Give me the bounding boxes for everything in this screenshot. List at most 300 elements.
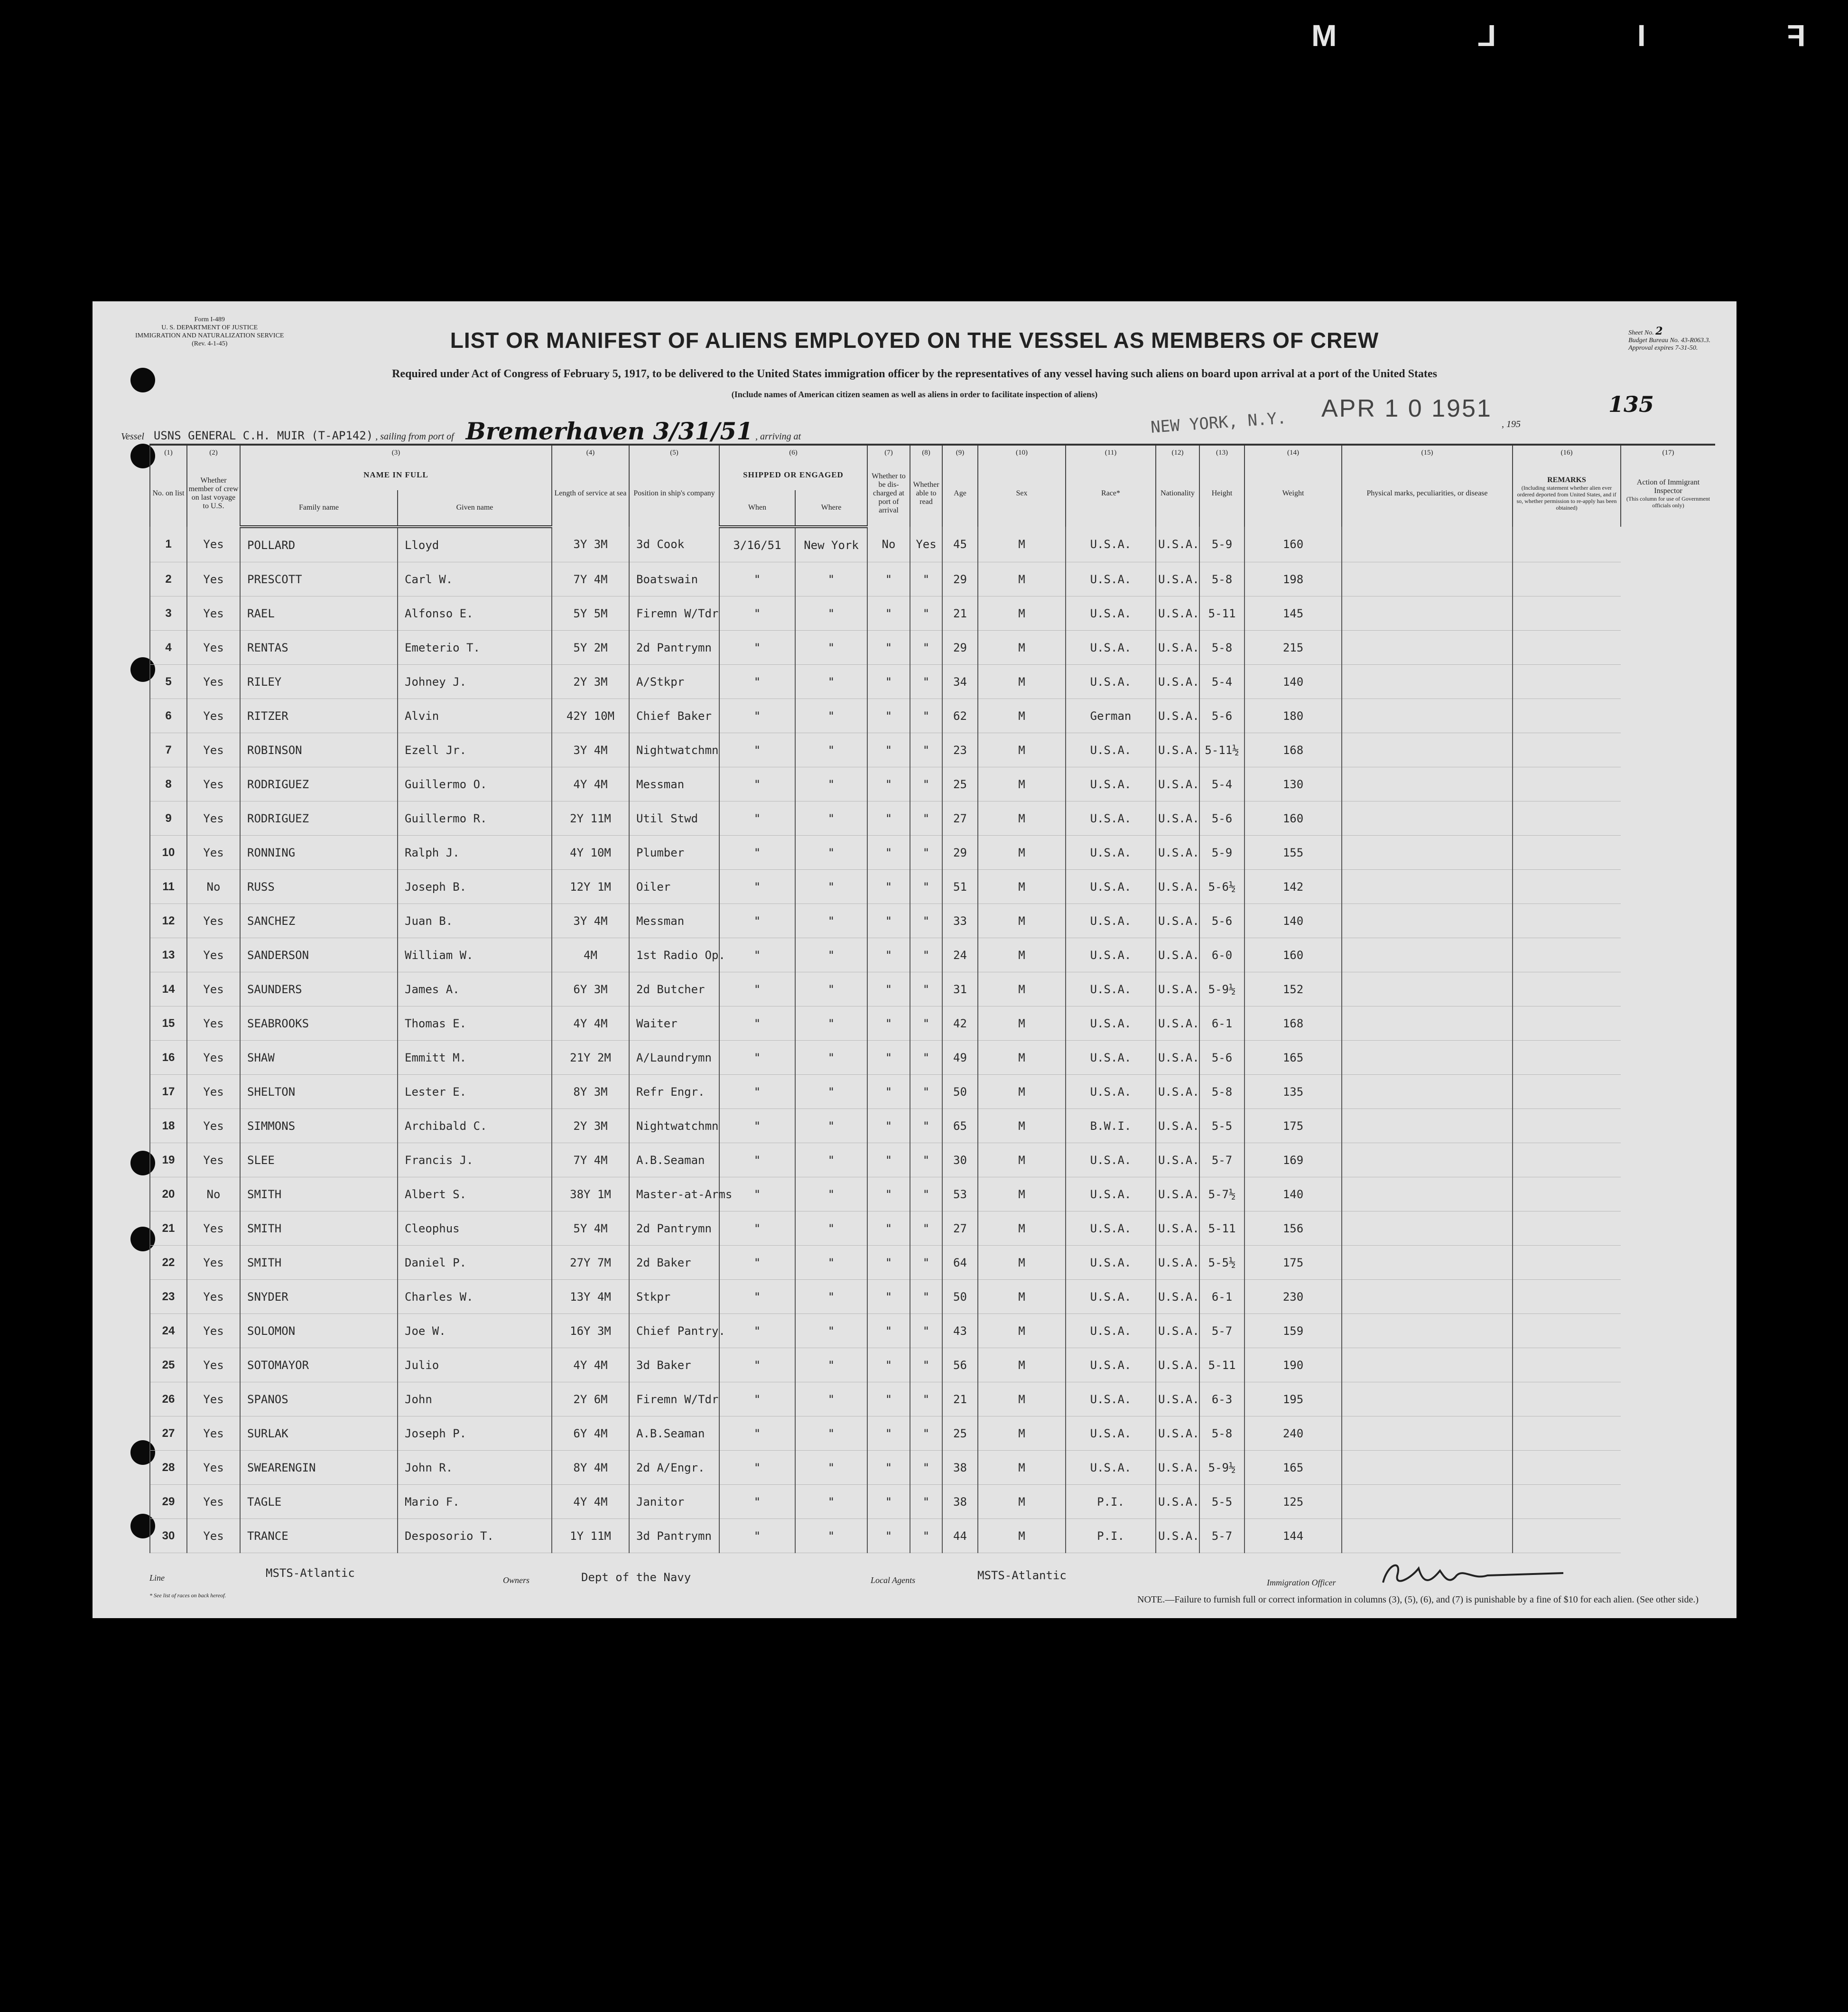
cell-disch: " [867, 1143, 910, 1177]
cell-given: Mario F. [398, 1485, 552, 1519]
cell-phys [1342, 1348, 1513, 1382]
cell-service: 4M [552, 938, 629, 972]
cell-sex: M [978, 1280, 1066, 1314]
cell-sex: M [978, 1485, 1066, 1519]
col-num-7: (7) [867, 445, 910, 460]
cell-family: SEABROOKS [240, 1006, 398, 1041]
cell-age: 33 [942, 904, 978, 938]
cell-height: 5-9½ [1199, 972, 1244, 1006]
table-row [150, 1519, 1715, 1553]
cell-family: RUSS [240, 870, 398, 904]
table-row [150, 1348, 1715, 1382]
cell-disch: " [867, 1006, 910, 1041]
cell-phys [1342, 1246, 1513, 1280]
cell-family: TRANCE [240, 1519, 398, 1553]
cell-weight: 145 [1244, 596, 1342, 631]
cell-nat: U.S.A. [1156, 1519, 1199, 1553]
cell-weight: 165 [1244, 1041, 1342, 1075]
cell-remarks [1513, 631, 1621, 665]
cell-when: " [719, 1246, 795, 1280]
cell-where: " [795, 1348, 867, 1382]
cell-read: " [910, 1041, 942, 1075]
cell-where: " [795, 1382, 867, 1416]
cell-race: U.S.A. [1066, 767, 1156, 801]
cell-position: Janitor [629, 1485, 719, 1519]
cell-disch: " [867, 938, 910, 972]
cell-weight: 165 [1244, 1451, 1342, 1485]
cell-phys [1342, 836, 1513, 870]
cell-nat: U.S.A. [1156, 699, 1199, 733]
cell-weight: 230 [1244, 1280, 1342, 1314]
cell-height: 6-1 [1199, 1280, 1244, 1314]
cell-where: " [795, 1006, 867, 1041]
cell-read: " [910, 596, 942, 631]
cell-nat: U.S.A. [1156, 1314, 1199, 1348]
cell-nat: U.S.A. [1156, 801, 1199, 836]
col-header-name: NAME IN FULL [240, 460, 552, 490]
cell-last: Yes [187, 1246, 240, 1280]
cell-given: Johney J. [398, 665, 552, 699]
owners-value: Dept of the Navy [581, 1571, 691, 1584]
cell-disch: " [867, 1109, 910, 1143]
table-row [150, 1416, 1715, 1451]
col-header-discharged: Whether to be dis-charged at port of arrival [867, 460, 910, 527]
cell-position: A.B.Seaman [629, 1416, 719, 1451]
vessel-name: USNS GENERAL C.H. MUIR (T-AP142) [153, 429, 373, 442]
subtitle: Required under Act of Congress of February 5, 1917, to be delivered to the United States immigration officer by the representatives of any vessel having such aliens on board upon arrival at a port of the United States [392, 368, 1437, 380]
date-stamp: APR 1 0 1951 [1321, 395, 1492, 422]
cell-weight: 125 [1244, 1485, 1342, 1519]
cell-phys [1342, 1006, 1513, 1041]
cell-race: U.S.A. [1066, 836, 1156, 870]
approval-expiry: Approval expires 7-31-50. [1628, 345, 1698, 352]
col-header-when: When [719, 490, 795, 527]
cell-nat: U.S.A. [1156, 836, 1199, 870]
cell-given: William W. [398, 938, 552, 972]
cell-age: 53 [942, 1177, 978, 1211]
cell-height: 5-5 [1199, 1109, 1244, 1143]
cell-family: RILEY [240, 665, 398, 699]
cell-when: " [719, 1280, 795, 1314]
cell-last: Yes [187, 1143, 240, 1177]
cell-race: U.S.A. [1066, 1211, 1156, 1246]
cell-when: " [719, 870, 795, 904]
cell-read: " [910, 1211, 942, 1246]
cell-service: 42Y 10M [552, 699, 629, 733]
cell-nat: U.S.A. [1156, 1041, 1199, 1075]
cell-read: " [910, 1451, 942, 1485]
col-num-2: (2) [187, 445, 240, 460]
cell-when: " [719, 699, 795, 733]
cell-remarks [1513, 1314, 1621, 1348]
cell-read: " [910, 767, 942, 801]
cell-when: " [719, 1519, 795, 1553]
cell-height: 5-4 [1199, 665, 1244, 699]
officer-label: Immigration Officer [1267, 1578, 1336, 1587]
cell-remarks [1513, 1382, 1621, 1416]
cell-where: " [795, 904, 867, 938]
cell-nat: U.S.A. [1156, 767, 1199, 801]
cell-weight: 159 [1244, 1314, 1342, 1348]
cell-sex: M [978, 904, 1066, 938]
cell-where: " [795, 1143, 867, 1177]
col-num-9: (9) [942, 445, 978, 460]
cell-disch: " [867, 562, 910, 596]
cell-race: P.I. [1066, 1485, 1156, 1519]
col-header-service: Length of service at sea [552, 460, 629, 527]
cell-no: 5 [150, 665, 187, 699]
cell-sex: M [978, 699, 1066, 733]
cell-no: 27 [150, 1416, 187, 1451]
cell-where: " [795, 767, 867, 801]
cell-age: 42 [942, 1006, 978, 1041]
cell-age: 27 [942, 1211, 978, 1246]
cell-sex: M [978, 836, 1066, 870]
cell-last: Yes [187, 904, 240, 938]
cell-last: Yes [187, 1109, 240, 1143]
cell-nat: U.S.A. [1156, 1280, 1199, 1314]
cell-remarks [1513, 904, 1621, 938]
cell-service: 3Y 4M [552, 904, 629, 938]
cell-weight: 215 [1244, 631, 1342, 665]
table-row [150, 767, 1715, 801]
cell-where: " [795, 1211, 867, 1246]
cell-position: Master-at-Arms [629, 1177, 719, 1211]
col-num-11: (11) [1066, 445, 1156, 460]
cell-when: " [719, 938, 795, 972]
table-row [150, 801, 1715, 836]
cell-sex: M [978, 1246, 1066, 1280]
cell-given: Juan B. [398, 904, 552, 938]
cell-sex: M [978, 1041, 1066, 1075]
cell-age: 21 [942, 1382, 978, 1416]
cell-phys [1342, 1211, 1513, 1246]
cell-given: Desposorio T. [398, 1519, 552, 1553]
cell-where: " [795, 1314, 867, 1348]
cell-last: Yes [187, 801, 240, 836]
cell-position: 2d Baker [629, 1246, 719, 1280]
cell-family: TAGLE [240, 1485, 398, 1519]
sheet-number: 2 [1655, 325, 1663, 337]
col-header-read: Whether able to read [910, 460, 942, 527]
table-row [150, 1177, 1715, 1211]
cell-race: U.S.A. [1066, 596, 1156, 631]
cell-last: Yes [187, 1348, 240, 1382]
cell-phys [1342, 1451, 1513, 1485]
cell-given: Emeterio T. [398, 631, 552, 665]
cell-disch: " [867, 1177, 910, 1211]
film-marker: F I L M [1244, 19, 1805, 53]
cell-where: " [795, 836, 867, 870]
cell-last: Yes [187, 972, 240, 1006]
cell-when: " [719, 1075, 795, 1109]
cell-sex: M [978, 801, 1066, 836]
cell-given: Julio [398, 1348, 552, 1382]
cell-family: SOTOMAYOR [240, 1348, 398, 1382]
cell-height: 5-9½ [1199, 1451, 1244, 1485]
cell-when: " [719, 767, 795, 801]
cell-last: Yes [187, 1519, 240, 1553]
cell-sex: M [978, 972, 1066, 1006]
cell-where: " [795, 1246, 867, 1280]
cell-phys [1342, 938, 1513, 972]
cell-weight: 168 [1244, 733, 1342, 767]
cell-family: SWEARENGIN [240, 1451, 398, 1485]
cell-nat: U.S.A. [1156, 631, 1199, 665]
cell-height: 5-6 [1199, 1041, 1244, 1075]
cell-last: Yes [187, 1451, 240, 1485]
officer-signature [1374, 1549, 1573, 1594]
cell-disch: No [867, 527, 910, 562]
cell-race: U.S.A. [1066, 1382, 1156, 1416]
cell-when: " [719, 1451, 795, 1485]
cell-last: Yes [187, 1075, 240, 1109]
cell-service: 6Y 3M [552, 972, 629, 1006]
col-header-nationality: Nationality [1156, 460, 1199, 527]
cell-where: " [795, 1109, 867, 1143]
cell-read: " [910, 1246, 942, 1280]
cell-no: 30 [150, 1519, 187, 1553]
cell-weight: 140 [1244, 904, 1342, 938]
cell-sex: M [978, 631, 1066, 665]
department: U. S. DEPARTMENT OF JUSTICE [161, 324, 258, 331]
cell-last: Yes [187, 631, 240, 665]
cell-family: POLLARD [240, 527, 398, 562]
table-row [150, 1109, 1715, 1143]
col-num-6: (6) [719, 445, 867, 460]
cell-service: 5Y 4M [552, 1211, 629, 1246]
cell-race: U.S.A. [1066, 870, 1156, 904]
cell-remarks [1513, 1143, 1621, 1177]
cell-family: SAUNDERS [240, 972, 398, 1006]
cell-phys [1342, 1485, 1513, 1519]
col-num-4: (4) [552, 445, 629, 460]
col-header-action [1621, 460, 1715, 527]
cell-where: " [795, 1416, 867, 1451]
agents-value: MSTS-Atlantic [977, 1569, 1067, 1582]
cell-disch: " [867, 801, 910, 836]
cell-weight: 168 [1244, 1006, 1342, 1041]
cell-height: 5-7 [1199, 1143, 1244, 1177]
cell-weight: 152 [1244, 972, 1342, 1006]
cell-weight: 160 [1244, 801, 1342, 836]
cell-service: 4Y 10M [552, 836, 629, 870]
cell-service: 6Y 4M [552, 1416, 629, 1451]
cell-when: " [719, 1314, 795, 1348]
cell-last: Yes [187, 767, 240, 801]
cell-service: 7Y 4M [552, 562, 629, 596]
cell-height: 5-11 [1199, 1348, 1244, 1382]
cell-age: 38 [942, 1485, 978, 1519]
col-header-physical: Physical marks, peculiarities, or disease [1342, 460, 1513, 527]
cell-nat: U.S.A. [1156, 1451, 1199, 1485]
cell-position: Nightwatchmn [629, 1109, 719, 1143]
cell-given: Emmitt M. [398, 1041, 552, 1075]
cell-disch: " [867, 596, 910, 631]
table-row [150, 1006, 1715, 1041]
cell-no: 16 [150, 1041, 187, 1075]
footer-note: NOTE.—Failure to furnish full or correct information in columns (3), (5), (6), and (7) is punishable by a fine of $10 for each alien. (See other side.) [1137, 1594, 1699, 1605]
cell-service: 4Y 4M [552, 1348, 629, 1382]
cell-read: " [910, 699, 942, 733]
cell-read: " [910, 904, 942, 938]
cell-age: 25 [942, 767, 978, 801]
cell-read: " [910, 733, 942, 767]
cell-family: PRESCOTT [240, 562, 398, 596]
cell-service: 2Y 11M [552, 801, 629, 836]
cell-remarks [1513, 562, 1621, 596]
cell-where: " [795, 1485, 867, 1519]
cell-read: " [910, 1177, 942, 1211]
cell-height: 5-11 [1199, 596, 1244, 631]
cell-remarks [1513, 870, 1621, 904]
cell-where: " [795, 1519, 867, 1553]
cell-disch: " [867, 665, 910, 699]
cell-weight: 160 [1244, 527, 1342, 562]
cell-family: RENTAS [240, 631, 398, 665]
cell-age: 44 [942, 1519, 978, 1553]
cell-no: 28 [150, 1451, 187, 1485]
cell-when: " [719, 1177, 795, 1211]
cell-nat: U.S.A. [1156, 938, 1199, 972]
cell-read: " [910, 1314, 942, 1348]
cell-family: SOLOMON [240, 1314, 398, 1348]
cell-position: A.B.Seaman [629, 1143, 719, 1177]
cell-given: Albert S. [398, 1177, 552, 1211]
cell-disch: " [867, 631, 910, 665]
cell-family: SPANOS [240, 1382, 398, 1416]
table-row [150, 904, 1715, 938]
cell-read: " [910, 1143, 942, 1177]
cell-disch: " [867, 904, 910, 938]
cell-weight: 190 [1244, 1348, 1342, 1382]
cell-where: New York [795, 527, 867, 562]
cell-phys [1342, 1041, 1513, 1075]
cell-phys [1342, 870, 1513, 904]
agents-label: Local Agents [871, 1575, 916, 1585]
cell-phys [1342, 767, 1513, 801]
cell-service: 13Y 4M [552, 1280, 629, 1314]
cell-last: Yes [187, 1280, 240, 1314]
cell-position: Waiter [629, 1006, 719, 1041]
cell-phys [1342, 972, 1513, 1006]
cell-phys [1342, 596, 1513, 631]
table-row [150, 562, 1715, 596]
cell-read: " [910, 1280, 942, 1314]
cell-read: " [910, 801, 942, 836]
cell-position: Boatswain [629, 562, 719, 596]
cell-no: 14 [150, 972, 187, 1006]
cell-disch: " [867, 1075, 910, 1109]
cell-given: Ezell Jr. [398, 733, 552, 767]
cell-position: Refr Engr. [629, 1075, 719, 1109]
remarks-title: REMARKS [1547, 475, 1586, 484]
cell-service: 3Y 3M [552, 527, 629, 562]
cell-read: " [910, 1485, 942, 1519]
cell-position: 1st Radio Op. [629, 938, 719, 972]
cell-when: " [719, 1485, 795, 1519]
col-num-8: (8) [910, 445, 942, 460]
cell-given: Lloyd [398, 527, 552, 562]
cell-weight: 140 [1244, 1177, 1342, 1211]
cell-sex: M [978, 562, 1066, 596]
cell-given: Alfonso E. [398, 596, 552, 631]
action-subtitle: (This column for use of Government officials only) [1626, 495, 1710, 509]
remarks-subtitle: (Including statement whether alien ever ordered deported from United States, and if so, whether permission to re-apply has been obtained) [1516, 484, 1617, 511]
cell-given: Francis J. [398, 1143, 552, 1177]
cell-race: U.S.A. [1066, 1075, 1156, 1109]
cell-service: 1Y 11M [552, 1519, 629, 1553]
cell-age: 24 [942, 938, 978, 972]
cell-race: U.S.A. [1066, 1177, 1156, 1211]
cell-no: 26 [150, 1382, 187, 1416]
cell-height: 5-8 [1199, 1416, 1244, 1451]
cell-weight: 180 [1244, 699, 1342, 733]
cell-position: Chief Baker [629, 699, 719, 733]
cell-family: SIMMONS [240, 1109, 398, 1143]
cell-last: Yes [187, 1041, 240, 1075]
cell-remarks [1513, 1177, 1621, 1211]
cell-nat: U.S.A. [1156, 733, 1199, 767]
cell-nat: U.S.A. [1156, 665, 1199, 699]
cell-weight: 130 [1244, 767, 1342, 801]
cell-age: 43 [942, 1314, 978, 1348]
cell-race: U.S.A. [1066, 1451, 1156, 1485]
cell-no: 17 [150, 1075, 187, 1109]
race-note: * See list of races on back hereof. [149, 1592, 226, 1599]
cell-disch: " [867, 699, 910, 733]
cell-sex: M [978, 1519, 1066, 1553]
cell-age: 49 [942, 1041, 978, 1075]
cell-phys [1342, 1075, 1513, 1109]
cell-nat: U.S.A. [1156, 1143, 1199, 1177]
cell-service: 16Y 3M [552, 1314, 629, 1348]
cell-when: " [719, 1041, 795, 1075]
cell-sex: M [978, 1348, 1066, 1382]
cell-weight: 169 [1244, 1143, 1342, 1177]
cell-service: 38Y 1M [552, 1177, 629, 1211]
table-row [150, 665, 1715, 699]
cell-no: 10 [150, 836, 187, 870]
cell-height: 5-9 [1199, 836, 1244, 870]
cell-remarks [1513, 1211, 1621, 1246]
vessel-line [121, 417, 801, 445]
col-header-remarks [1513, 460, 1621, 527]
cell-height: 5-5 [1199, 1485, 1244, 1519]
cell-race: U.S.A. [1066, 938, 1156, 972]
cell-no: 6 [150, 699, 187, 733]
cell-height: 5-8 [1199, 562, 1244, 596]
cell-phys [1342, 699, 1513, 733]
cell-where: " [795, 1451, 867, 1485]
cell-sex: M [978, 527, 1066, 562]
cell-nat: U.S.A. [1156, 1177, 1199, 1211]
cell-sex: M [978, 665, 1066, 699]
crew-rows [150, 527, 1715, 1553]
cell-given: Joseph P. [398, 1416, 552, 1451]
cell-last: Yes [187, 1006, 240, 1041]
cell-family: SMITH [240, 1177, 398, 1211]
cell-age: 25 [942, 1416, 978, 1451]
cell-when: " [719, 1109, 795, 1143]
cell-service: 12Y 1M [552, 870, 629, 904]
cell-disch: " [867, 733, 910, 767]
table-row [150, 1451, 1715, 1485]
cell-when: " [719, 562, 795, 596]
cell-service: 8Y 4M [552, 1451, 629, 1485]
cell-disch: " [867, 1451, 910, 1485]
cell-last: Yes [187, 527, 240, 562]
